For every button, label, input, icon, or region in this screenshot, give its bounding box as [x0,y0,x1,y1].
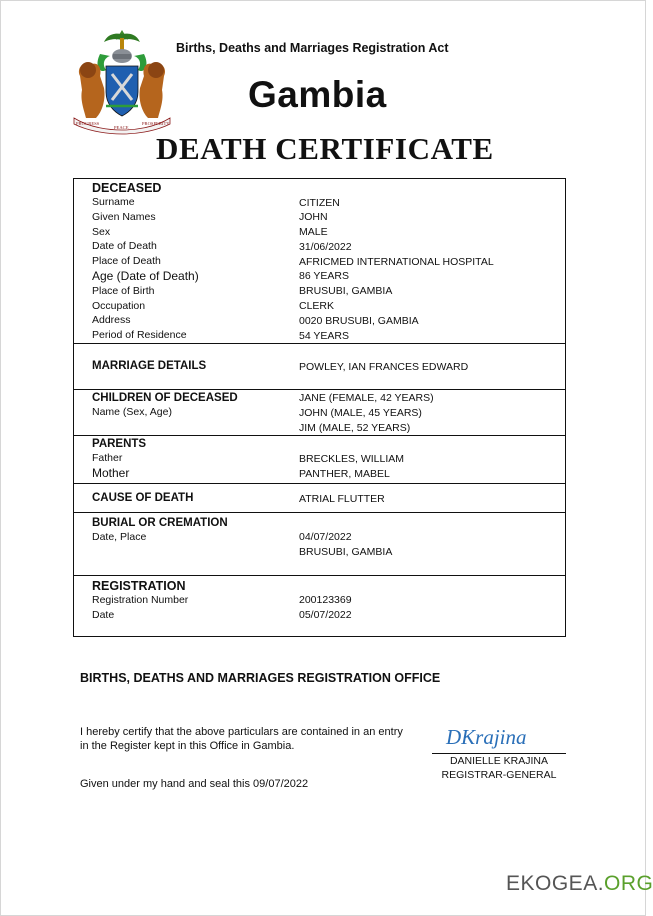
place-of-birth-value: BRUSUBI, GAMBIA [299,285,393,298]
registrar-block [432,755,566,782]
child-3-value: JIM (MALE, 52 YEARS) [299,421,411,434]
children-heading: CHILDREN OF DECEASED [92,392,238,404]
registrar-name: DANIELLE KRAJINA [449,755,549,767]
occupation-value: CLERK [299,300,335,313]
father-value: BRECKLES, WILLIAM [299,453,405,465]
registration-section [74,575,565,636]
period-of-residence-label: Period of Residence [92,329,187,342]
sex-label: Sex [92,225,111,238]
burial-section [74,512,565,576]
cause-heading: CAUSE OF DEATH [92,492,194,504]
certification-line-2: in the Register kept in this Office in Gambia. [80,740,295,752]
children-label: Name (Sex, Age) [92,406,172,418]
occupation-label: Occupation [92,299,146,312]
period-of-residence-value: 54 YEARS [299,329,350,342]
crest-motto-peace: PEACE [114,125,129,130]
watermark-part-1: EKOGEA. [506,872,605,895]
registration-number-value: 200123369 [299,594,352,606]
sex-value: MALE [299,226,328,239]
age-value: 86 YEARS [299,270,350,283]
child-1-value: JANE (FEMALE, 42 YEARS) [299,392,434,404]
given-names-value: JOHN [299,211,328,224]
cause-section [74,483,565,513]
act-title: Births, Deaths and Marriages Registration Act [176,41,449,55]
registration-office-heading: BIRTHS, DEATHS AND MARRIAGES REGISTRATION OFFICE [80,671,441,685]
cause-value: ATRIAL FLUTTER [299,493,385,505]
registration-date-value: 05/07/2022 [299,608,352,621]
signature-script: DKrajina [446,725,527,749]
parents-heading: PARENTS [92,438,147,450]
crest-motto-progress: PROGRESS [76,121,100,126]
surname-label: Surname [92,196,135,208]
given-names-label: Given Names [92,210,156,223]
coat-of-arms-emblem [70,26,174,132]
certification-line-1: I hereby certify that the above particulars are contained in an entry [80,726,403,738]
age-label: Age (Date of Death) [92,268,199,283]
address-value: 0020 BRUSUBI, GAMBIA [299,314,419,327]
given-under-hand: Given under my hand and seal this 09/07/2022 [80,778,309,790]
deceased-section [74,181,565,343]
burial-place-value: BRUSUBI, GAMBIA [299,545,393,558]
registrar-title: REGISTRAR-GENERAL [441,768,557,781]
watermark-part-2: ORG [604,872,653,895]
mother-value: PANTHER, MABEL [299,467,390,480]
registration-date-label: Date [92,608,115,621]
certification-statement [80,725,403,753]
burial-date-value: 04/07/2022 [299,531,352,543]
place-of-death-value: AFRICMED INTERNATIONAL HOSPITAL [299,255,494,268]
certificate-table [73,178,566,637]
burial-heading: BURIAL OR CREMATION [92,517,228,529]
marriage-section [74,343,565,390]
place-of-birth-label: Place of Birth [92,284,155,297]
signature-line [432,753,566,754]
father-label: Father [92,452,123,464]
crest-motto-prosperity: PROSPERITY [142,121,170,126]
marriage-heading: MARRIAGE DETAILS [92,360,207,372]
deceased-heading: DECEASED [92,181,162,195]
certificate-title: DEATH CERTIFICATE [156,131,494,166]
parents-section [74,435,565,484]
child-2-value: JOHN (MALE, 45 YEARS) [299,406,422,419]
date-of-death-label: Date of Death [92,240,157,253]
registration-number-label: Registration Number [92,594,189,606]
place-of-death-label: Place of Death [92,255,161,268]
registration-heading: REGISTRATION [92,579,186,593]
country-name: Gambia [248,74,387,115]
watermark [506,872,653,896]
registrar-signature [440,718,566,754]
burial-label: Date, Place [92,531,147,543]
children-section [74,389,565,436]
address-label: Address [92,314,131,327]
marriage-value: POWLEY, IAN FRANCES EDWARD [299,361,469,373]
surname-value: CITIZEN [299,196,340,209]
date-of-death-value: 31/06/2022 [299,240,352,253]
mother-label: Mother [92,465,130,480]
